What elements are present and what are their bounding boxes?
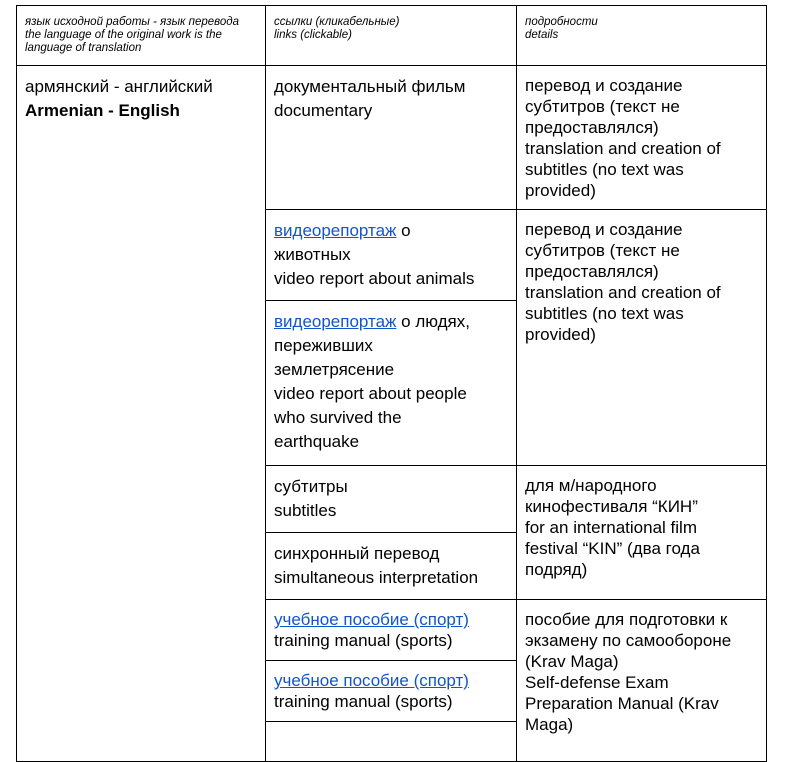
language-pair-cell (17, 66, 266, 762)
works-table (16, 5, 767, 762)
interpretation-cell: синхронный перевод simultaneous interpretation (266, 533, 517, 600)
animals-video-link[interactable]: видеорепортаж (274, 221, 397, 240)
earthquake-report-cell: видеорепортаж о людях, переживших землетрясение video report about people who survived the earthquake (266, 301, 517, 466)
header-links: ссылки (кликабельные) links (clickable) (266, 6, 517, 66)
empty-cell (266, 722, 517, 762)
documentary-cell: документальный фильм documentary (266, 66, 517, 210)
video-reports-details-cell: перевод и создание субтитров (текст не предоставлялся) translation and creation of subtitles (no text was provided) (517, 210, 767, 466)
training-manual-link-2[interactable]: учебное пособие (спорт) (274, 671, 469, 690)
training-manual-cell-1: учебное пособие (спорт) training manual (sports) (266, 600, 517, 661)
training-manual-link-1[interactable]: учебное пособие (спорт) (274, 610, 469, 629)
table-row (17, 66, 767, 210)
header-row (17, 6, 767, 66)
manual-details-cell: пособие для подготовки к экзамену по самообороне (Krav Maga) Self-defense Exam Preparation Manual (Krav Maga) (517, 600, 767, 762)
festival-details-cell: для м/народного кинофестиваля “КИН” for an international film festival “KIN” (два года подряд) (517, 466, 767, 600)
training-manual-cell-2: учебное пособие (спорт) training manual (sports) (266, 661, 517, 722)
language-pair-en: Armenian - English (25, 101, 180, 120)
header-language-pair: язык исходной работы - язык перевода the language of the original work is the language of translation (17, 6, 266, 66)
subtitles-cell: субтитры subtitles (266, 466, 517, 533)
animals-report-cell: видеорепортаж о животных video report about animals (266, 210, 517, 301)
earthquake-video-link[interactable]: видеорепортаж (274, 312, 397, 331)
language-pair-ru: армянский - английский (25, 77, 213, 96)
header-details: подробности details (517, 6, 767, 66)
documentary-details-cell: перевод и создание субтитров (текст не предоставлялся) translation and creation of subtitles (no text was provided) (517, 66, 767, 210)
